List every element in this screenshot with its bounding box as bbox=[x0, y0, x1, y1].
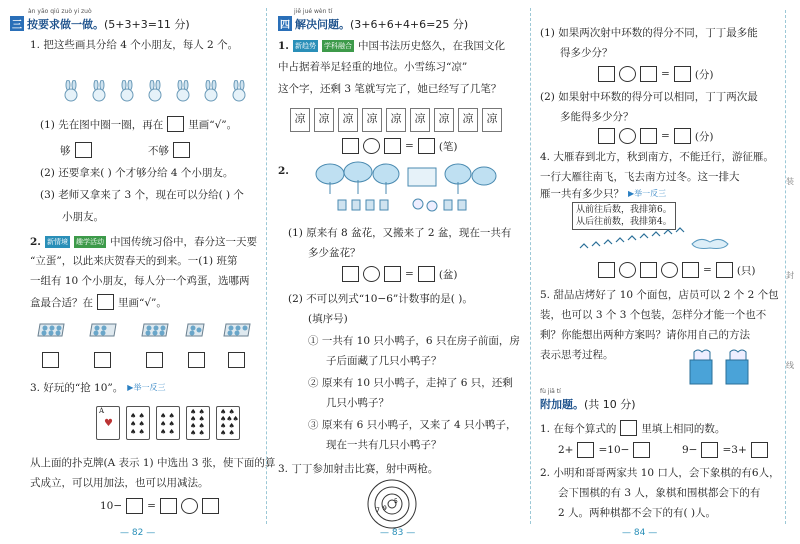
answer-box[interactable] bbox=[577, 442, 594, 458]
bonus-q2-line3: 2 人。两种棋都不会下的有( )人。 bbox=[558, 507, 717, 519]
bonus-pinyin: fù jiā tí bbox=[540, 388, 561, 395]
answer-box[interactable] bbox=[598, 66, 615, 82]
q1-sub1 bbox=[40, 116, 237, 132]
q2-sub2-cont: (填序号) bbox=[308, 313, 348, 325]
card-spades: ♠ ♠ ♠ ♠ ♠ ♠ bbox=[156, 406, 180, 440]
formula-box[interactable] bbox=[160, 498, 177, 514]
egg-tray-icon bbox=[184, 322, 206, 338]
binding-mark: 装 bbox=[786, 177, 794, 186]
unit-label: (只) bbox=[736, 264, 756, 277]
q2-head bbox=[30, 234, 257, 249]
not-enough-option bbox=[148, 142, 190, 158]
answer-box[interactable] bbox=[633, 442, 650, 458]
q1-sub1-end: 里画“√”。 bbox=[188, 118, 238, 131]
q3-line1: 从上面的扑克牌(A 表示 1) 中选出 3 张，使下面的算 bbox=[30, 457, 276, 469]
q3-formula bbox=[100, 498, 219, 514]
operator-circle[interactable] bbox=[363, 138, 380, 154]
page-82 bbox=[0, 0, 276, 544]
q2-number: 2. bbox=[278, 165, 289, 177]
card-spades: ♠ ♠ ♠♠♠ ♠ ♠ ♠ ♠ bbox=[216, 406, 240, 440]
q1-line1: 中国书法历史悠久，在我国文化 bbox=[357, 40, 505, 52]
trend-tag: 新趋势 bbox=[294, 41, 316, 50]
card-spades: ♠ ♠ ♠ ♠ ♠ ♠ ♠ ♠ bbox=[186, 406, 210, 440]
q3-text: 3. 好玩的“抢 10”。 bbox=[30, 382, 124, 394]
subject-tag: 学科融合 bbox=[323, 41, 352, 50]
tray-answer-box[interactable] bbox=[228, 352, 245, 368]
operator-circle[interactable] bbox=[619, 262, 636, 278]
q1-line2: 中占据着举足轻重的地位。小雪练习“凉” bbox=[278, 61, 468, 73]
q5-line4: 表示思考过程。 bbox=[540, 349, 614, 361]
stroke-tile: 凉 bbox=[434, 108, 454, 132]
q3-text: 3. 丁丁参加射击比赛，射中两枪。 bbox=[278, 463, 439, 475]
rabbit-icon bbox=[146, 80, 164, 102]
section-pinyin: jiě jué wèn tí bbox=[294, 8, 333, 15]
rabbit-icon bbox=[202, 80, 220, 102]
operator-circle[interactable] bbox=[363, 266, 380, 282]
section-heading bbox=[278, 16, 468, 32]
unit-label: (分) bbox=[694, 68, 714, 81]
answer-box[interactable] bbox=[701, 442, 718, 458]
answer-box[interactable] bbox=[640, 128, 657, 144]
q3-sub1b: 得多少分？ bbox=[560, 47, 613, 59]
q4-line3-text: 雁一共有多少只？ bbox=[540, 188, 624, 200]
q2-line3: 一组有 10 个小朋友，每人分一个鸡蛋，选哪两 bbox=[30, 275, 250, 287]
rabbit-icon bbox=[118, 80, 136, 102]
section-badge: 四 bbox=[278, 16, 292, 31]
section-points: (3+6+6+4+6=25 分) bbox=[350, 18, 469, 31]
q2-line4-end: 里画“√”。 bbox=[118, 296, 167, 309]
q5-line1: 5. 甜品店烤好了 10 个面包，店员可以 2 个 2 个包 bbox=[540, 289, 779, 301]
q2-line1: 中国传统习俗中，春分这一天要 bbox=[109, 236, 257, 248]
q2-sub1: (1) 原来有 8 盆花，又搬来了 2 盆，现在一共有 bbox=[288, 227, 512, 239]
tray-answer-box[interactable] bbox=[188, 352, 205, 368]
stroke-tile: 凉 bbox=[386, 108, 406, 132]
new-context-tag: 新情境 bbox=[46, 237, 68, 246]
bonus-q1 bbox=[540, 420, 725, 436]
bonus-eq1 bbox=[558, 442, 650, 458]
q2-option3a: ③ 原来有 6 只小鸭子，又来了 4 只小鸭子， bbox=[308, 419, 517, 431]
q1-sub1-text: (1) 先在图中圈一圈，再在 bbox=[40, 118, 164, 131]
q2-line2: “立蛋”，以此来庆贺春天的到来。一(1) 班第 bbox=[30, 255, 238, 267]
q4-line2: 一行大雁往南飞，飞去南方过冬。这一排大 bbox=[540, 171, 740, 183]
rabbit-icon bbox=[174, 80, 192, 102]
section-pinyin: àn yāo qiú zuò yi zuò bbox=[28, 8, 92, 15]
q1-line3: 这个字，还剩 3 笔就写完了，她已经写了几笔？ bbox=[278, 83, 502, 95]
bonus-q2-line1: 2. 小明和哥哥两家共 10 口人，会下象棋的有6人， bbox=[540, 467, 780, 479]
page-number: — 83 — bbox=[380, 528, 416, 538]
bonus-heading bbox=[540, 396, 636, 412]
q2-line4-text: 盒最合适？在 bbox=[30, 296, 93, 309]
q2-option1a: ① 一共有 10 只小鸭子，6 只在房子前面，房 bbox=[308, 335, 520, 347]
stroke-tile: 凉 bbox=[362, 108, 382, 132]
unit-label: (分) bbox=[694, 130, 714, 143]
unit-label: (笔) bbox=[438, 140, 458, 153]
answer-box[interactable] bbox=[342, 138, 359, 154]
bonus-q1-text: 1. 在每个算式的 bbox=[540, 422, 617, 435]
page-divider bbox=[530, 8, 531, 524]
bread-bags-image bbox=[688, 346, 754, 386]
answer-box[interactable] bbox=[620, 420, 637, 436]
target-label: 9 bbox=[383, 505, 387, 512]
q2-line4 bbox=[30, 294, 167, 310]
answer-box[interactable] bbox=[640, 262, 657, 278]
operator-circle[interactable] bbox=[661, 262, 678, 278]
answer-box[interactable] bbox=[682, 262, 699, 278]
q1-number: 1. bbox=[278, 39, 289, 52]
q2-number: 2. bbox=[30, 235, 41, 248]
q2-option2b: 几只小鸭子？ bbox=[326, 397, 389, 409]
answer-box[interactable] bbox=[384, 138, 401, 154]
not-enough-box[interactable] bbox=[173, 142, 190, 158]
stroke-tile: 凉 bbox=[458, 108, 478, 132]
q1-sub3: (3) 老师又拿来了 3 个，现在可以分给( ) 个 bbox=[40, 189, 244, 201]
stroke-tile: 凉 bbox=[338, 108, 358, 132]
q3-link[interactable]: ▶举一反三 bbox=[127, 383, 166, 392]
page-number-value: 84 bbox=[633, 528, 646, 538]
operator-circle[interactable] bbox=[181, 498, 198, 514]
answer-box[interactable] bbox=[640, 66, 657, 82]
page-number: — 84 — bbox=[622, 528, 658, 538]
section-title: 解决问题。 bbox=[295, 18, 350, 31]
stroke-tile: 凉 bbox=[290, 108, 310, 132]
formula-box[interactable] bbox=[126, 498, 143, 514]
q2-sub1-cont: 多少盆花？ bbox=[308, 247, 361, 259]
page-number: — 82 — bbox=[120, 528, 156, 538]
eq2-part-b: =3+ bbox=[722, 444, 747, 456]
q1-sub2: (2) 还要拿来( ) 个才够分给 4 个小朋友。 bbox=[40, 167, 234, 179]
q2-option2a: ② 原来有 10 只小鸭子，走掉了 6 只，还剩 bbox=[308, 377, 513, 389]
q3-head bbox=[30, 380, 165, 395]
formula-equals: = bbox=[147, 500, 156, 512]
answer-box[interactable] bbox=[342, 266, 359, 282]
enough-option bbox=[60, 142, 92, 158]
q4-line1: 4. 大雁春到北方，秋到南方，不能迁行，游征雁。 bbox=[540, 151, 774, 163]
q5-line2: 装，也可以 3 个 3 个包装，怎样分才能一个也不 bbox=[540, 309, 767, 321]
eq2-part-a: 9− bbox=[682, 444, 698, 456]
answer-box[interactable] bbox=[418, 266, 435, 282]
answer-box[interactable] bbox=[674, 66, 691, 82]
page-84 bbox=[532, 0, 800, 544]
stroke-tile: 凉 bbox=[410, 108, 430, 132]
bonus-q1-end: 里填上相同的数。 bbox=[641, 422, 726, 435]
target-icon bbox=[364, 478, 420, 530]
egg-tray-icon bbox=[140, 322, 170, 338]
operator-circle[interactable] bbox=[619, 66, 636, 82]
enough-label: 够 bbox=[60, 144, 71, 157]
answer-box[interactable] bbox=[674, 128, 691, 144]
answer-box[interactable] bbox=[418, 138, 435, 154]
activity-tag: 趣学活动 bbox=[75, 237, 104, 246]
bonus-title: 附加题。 bbox=[540, 398, 584, 411]
q5-line3: 剩？你能想出两种方案吗？请你用自己的方法 bbox=[540, 329, 750, 341]
q2-option3b: 现在一共有几只小鸭子？ bbox=[326, 439, 442, 451]
eq1-part-b: =10− bbox=[598, 444, 630, 456]
page-83 bbox=[268, 0, 530, 544]
unit-label: (盆) bbox=[438, 268, 458, 281]
answer-box[interactable] bbox=[384, 266, 401, 282]
bonus-eq2 bbox=[682, 442, 768, 458]
q2-sub2: (2) 不可以列式“10−6”计数事的是( )。 bbox=[288, 293, 473, 305]
answer-box[interactable] bbox=[167, 116, 184, 132]
q3-sub1a: (1) 如果两次射中环数的得分不同，丁丁最多能 bbox=[540, 27, 758, 39]
geese-flock-image bbox=[572, 226, 732, 254]
bubble-line2: 从后往前数，我排第4。 bbox=[576, 217, 672, 227]
page-divider bbox=[266, 8, 267, 524]
q1-head bbox=[278, 38, 505, 53]
q4-answer: = (只) bbox=[598, 262, 756, 278]
section-heading bbox=[10, 16, 190, 32]
not-enough-label: 不够 bbox=[148, 144, 169, 157]
bonus-q2-line2: 会下围棋的有 3 人，象棋和围棋都会下的有 bbox=[558, 487, 761, 499]
formula-box[interactable] bbox=[202, 498, 219, 514]
flower-pot-scene bbox=[308, 160, 508, 218]
q1-sub3-cont: 小朋友。 bbox=[62, 211, 104, 223]
q2-option1b: 子后面藏了几只小鸭子？ bbox=[326, 355, 442, 367]
stroke-tile: 凉 bbox=[482, 108, 502, 132]
bonus-points: (共 10 分) bbox=[584, 398, 636, 411]
binding-mark: 线 bbox=[786, 361, 794, 370]
eq1-part-a: 2+ bbox=[558, 444, 574, 456]
rabbit-icon bbox=[230, 80, 248, 102]
stroke-tile: 凉 bbox=[314, 108, 334, 132]
answer-box[interactable] bbox=[598, 128, 615, 144]
q4-line3 bbox=[540, 186, 666, 201]
tray-answer-box[interactable] bbox=[146, 352, 163, 368]
rabbit-icon bbox=[90, 80, 108, 102]
target-label: 5 bbox=[394, 498, 398, 505]
q4-link[interactable]: ▶举一反三 bbox=[628, 189, 667, 198]
binding-line bbox=[785, 10, 786, 524]
card-spades: ♠ ♠ ♠ ♠ ♠ ♠ bbox=[126, 406, 150, 440]
page-number-value: 83 bbox=[391, 528, 404, 538]
q3-sub2b: 多能得多少分？ bbox=[560, 111, 634, 123]
section-title: 按要求做一做。 bbox=[27, 18, 104, 31]
egg-tray-icon bbox=[36, 322, 66, 338]
q3-sub2a: (2) 如果射中环数的得分可以相同，丁丁两次最 bbox=[540, 91, 758, 103]
answer-box[interactable] bbox=[751, 442, 768, 458]
enough-box[interactable] bbox=[75, 142, 92, 158]
section-badge: 三 bbox=[10, 16, 24, 31]
tray-answer-box[interactable] bbox=[94, 352, 111, 368]
q1-text: 1. 把这些画具分给 4 个小朋友，每人 2 个。 bbox=[30, 39, 239, 51]
page-number-value: 82 bbox=[131, 528, 144, 538]
answer-box[interactable] bbox=[97, 294, 114, 310]
egg-tray-icon bbox=[88, 322, 118, 338]
target-label: 7 bbox=[376, 507, 380, 514]
rabbit-icon bbox=[62, 80, 80, 102]
q3-sub2-answer: = (分) bbox=[598, 128, 714, 144]
formula-prefix: 10− bbox=[100, 500, 123, 512]
q1-answer: = (笔) bbox=[342, 138, 458, 154]
section-points: (5+3+3=11 分) bbox=[104, 18, 190, 31]
egg-tray-icon bbox=[222, 322, 252, 338]
q2-answer: = (盆) bbox=[342, 266, 458, 282]
tray-answer-box[interactable] bbox=[42, 352, 59, 368]
q3-line2: 式成立，可以用加法，也可以用减法。 bbox=[30, 477, 209, 489]
card-ace-hearts: A ♥ bbox=[96, 406, 120, 440]
answer-box[interactable] bbox=[716, 262, 733, 278]
answer-box[interactable] bbox=[598, 262, 615, 278]
binding-mark: 封 bbox=[786, 271, 794, 280]
q3-sub1-answer: = (分) bbox=[598, 66, 714, 82]
bubble-line1: 从前往后数，我排第6。 bbox=[576, 205, 672, 215]
operator-circle[interactable] bbox=[619, 128, 636, 144]
